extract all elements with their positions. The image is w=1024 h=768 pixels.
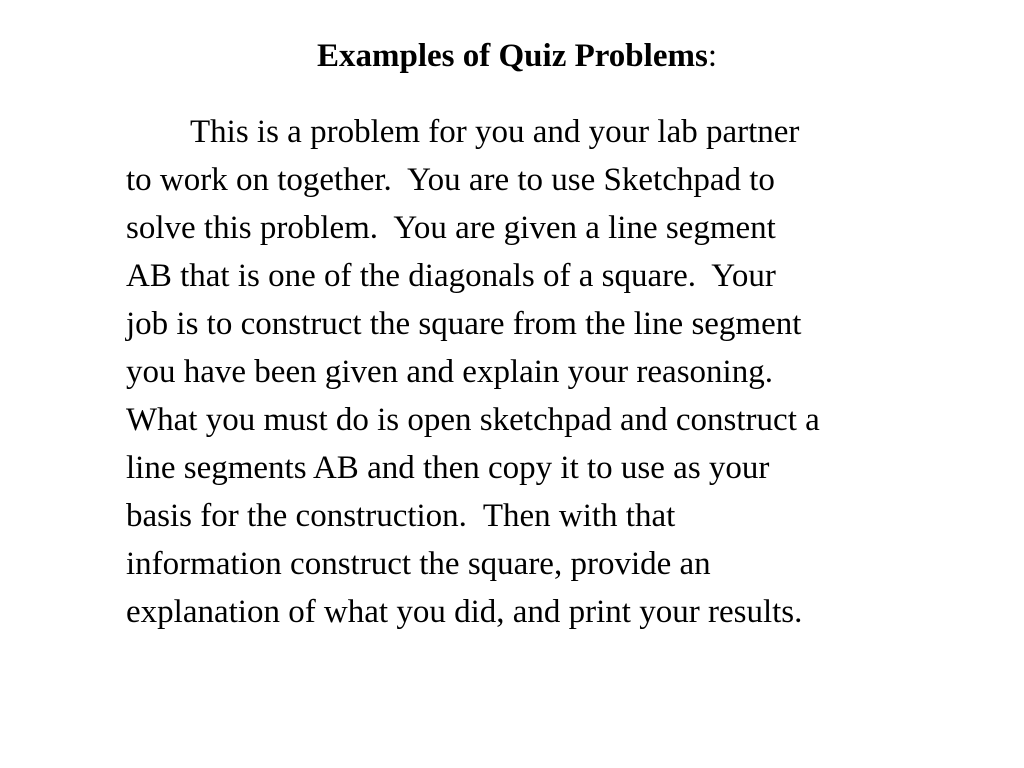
paragraph-line-1: This is a problem for you and your lab partner [190, 114, 800, 150]
paragraph-line-10: information construct the square, provide an [126, 546, 711, 582]
paragraph-line-8: line segments AB and then copy it to use as your [126, 450, 770, 486]
paragraph-line-9: basis for the construction. Then with that [126, 498, 676, 534]
paragraph-line-4: AB that is one of the diagonals of a square. Your [126, 258, 776, 294]
paragraph-line-2: to work on together. You are to use Sketchpad to [126, 162, 775, 198]
paragraph-line-11: explanation of what you did, and print your results. [126, 594, 803, 630]
paragraph-line-3: solve this problem. You are given a line segment [126, 210, 776, 246]
paragraph-line-7: What you must do is open sketchpad and construct a [126, 402, 820, 438]
slide-title-colon: : [707, 38, 717, 74]
paragraph-line-5: job is to construct the square from the line segment [126, 306, 802, 342]
slide-title-text: Examples of Quiz Problems [317, 38, 708, 74]
paragraph-line-6: you have been given and explain your reasoning. [126, 354, 773, 390]
problem-paragraph [126, 108, 1016, 636]
slide-title [0, 36, 1024, 76]
